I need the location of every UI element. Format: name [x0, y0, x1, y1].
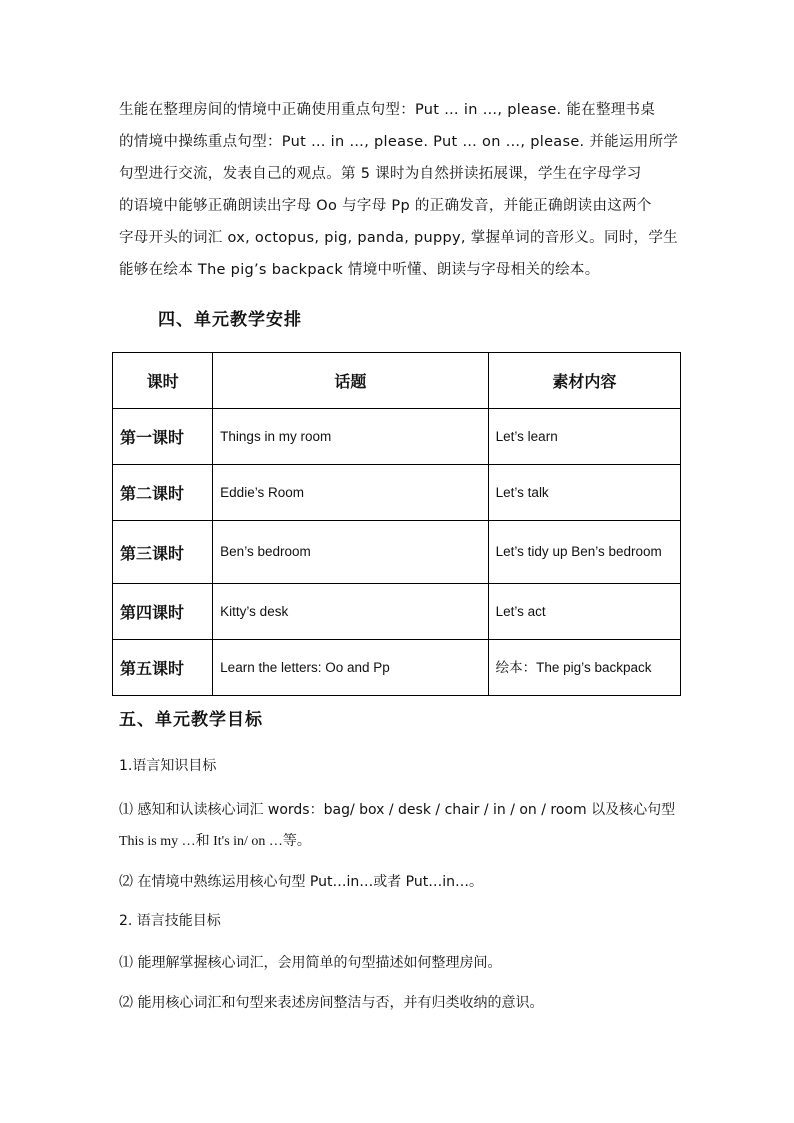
table-row	[113, 465, 681, 521]
material-cell: 绘本：The pig’s backpack	[488, 640, 680, 696]
material-cell: Let’s learn	[488, 409, 680, 465]
goal-2-title: 2. 语言技能目标	[119, 913, 221, 929]
lesson-cell: 第四课时	[113, 584, 213, 640]
lesson-cell: 第三课时	[113, 521, 213, 584]
table-header-row	[113, 353, 681, 409]
intro-line: 字母开头的词汇 ox, octopus, pig, panda, puppy, 掌握单词的音形义。同时，学生	[119, 230, 678, 246]
intro-line: 的情境中操练重点句型：Put … in …, please. Put … on …, please. 并能运用所学	[119, 134, 679, 150]
header-lesson: 课时	[113, 353, 213, 409]
goal-1-item-1-line-2: This is my …和 It's in/ on …等。	[119, 834, 311, 849]
goal-1-item-1-line-1: ⑴ 感知和认读核心词汇 words：bag/ box / desk / chair / in / on / room 以及核心句型	[119, 802, 676, 818]
topic-cell: Things in my room	[213, 409, 488, 465]
intro-line: 的语境中能够正确朗读出字母 Oo 与字母 Pp 的正确发音，并能正确朗读由这两个	[119, 198, 652, 214]
topic-cell: Kitty’s desk	[213, 584, 488, 640]
intro-line: 句型进行交流，发表自己的观点。第 5 课时为自然拼读拓展课，学生在字母学习	[119, 166, 642, 182]
lesson-cell: 第五课时	[113, 640, 213, 696]
intro-line: 能够在绘本 The pig’s backpack 情境中听懂、朗读与字母相关的绘本。	[119, 262, 600, 278]
topic-cell: Eddie’s Room	[213, 465, 488, 521]
material-cell: Let’s talk	[488, 465, 680, 521]
table-row	[113, 640, 681, 696]
schedule-table	[112, 352, 681, 696]
lesson-cell: 第二课时	[113, 465, 213, 521]
goal-2-item-1: ⑴ 能理解掌握核心词汇，会用简单的句型描述如何整理房间。	[119, 955, 502, 971]
table-row	[113, 409, 681, 465]
section-5-heading: 五、单元教学目标	[119, 710, 263, 730]
section-4-heading: 四、单元教学安排	[158, 310, 302, 330]
header-material: 素材内容	[488, 353, 680, 409]
material-cell: Let’s act	[488, 584, 680, 640]
material-cell: Let’s tidy up Ben’s bedroom	[488, 521, 680, 584]
topic-cell: Ben’s bedroom	[213, 521, 488, 584]
table-row	[113, 584, 681, 640]
header-topic: 话题	[213, 353, 488, 409]
topic-cell: Learn the letters: Oo and Pp	[213, 640, 488, 696]
goal-2-item-2: ⑵ 能用核心词汇和句型来表述房间整洁与否，并有归类收纳的意识。	[119, 995, 544, 1011]
intro-line: 生能在整理房间的情境中正确使用重点句型：Put … in …, please. 能在整理书桌	[119, 102, 656, 118]
intro-paragraph	[119, 94, 684, 286]
goal-1-title: 1.语言知识目标	[119, 758, 217, 774]
goal-1-item-2: ⑵ 在情境中熟练运用核心句型 Put…in…或者 Put…in…。	[119, 874, 483, 890]
table-row	[113, 521, 681, 584]
lesson-cell: 第一课时	[113, 409, 213, 465]
